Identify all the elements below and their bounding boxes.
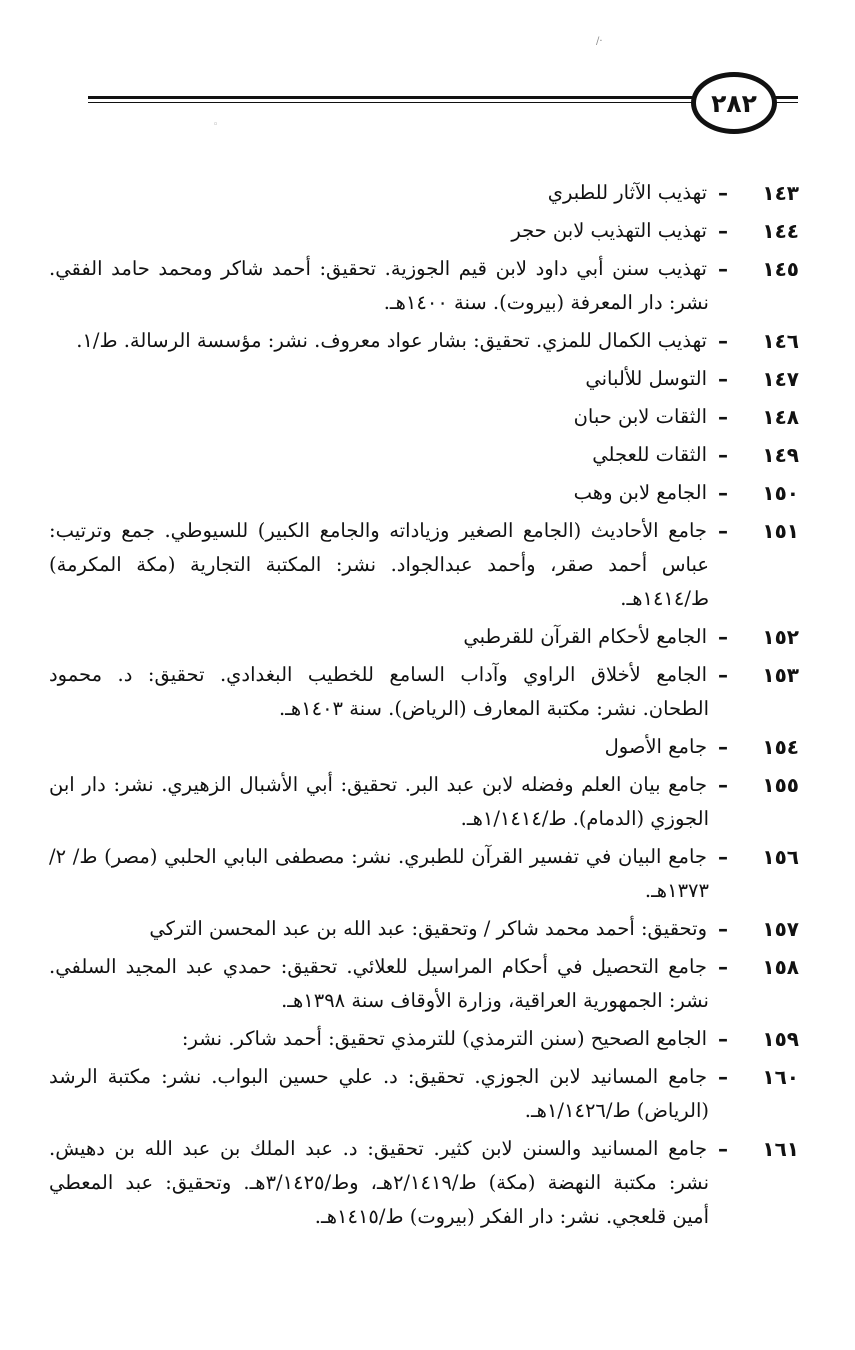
page-number: ٢٨٢ xyxy=(711,88,757,118)
entry-text xyxy=(49,324,707,358)
entry-separator: – xyxy=(718,329,728,353)
entry-separator: – xyxy=(718,181,728,205)
entry-number: ١٥٩ xyxy=(762,1027,799,1051)
entry-text xyxy=(49,362,707,396)
entry-number: ١٥١ xyxy=(762,519,799,543)
entry-line: (الرياض) ط/١/١٤٢٦هـ. xyxy=(524,1099,709,1122)
entry-number: ١٦٠ xyxy=(762,1065,799,1089)
entry-line: الجامع الصحيح (سنن الترمذي) للترمذي تحقيق: أحمد شاكر. نشر: xyxy=(181,1027,707,1050)
entry-line: الجامع لأحكام القرآن للقرطبي xyxy=(463,625,707,648)
entry-number: ١٤٥ xyxy=(762,257,799,281)
entry-line: تهذيب الآثار للطبري xyxy=(547,181,707,204)
entry-separator: – xyxy=(718,1027,728,1051)
bibliography-entry xyxy=(49,1060,799,1128)
entry-line: جامع المسانيد لابن الجوزي. تحقيق: د. علي حسين البواب. نشر: مكتبة الرشد xyxy=(49,1065,707,1088)
entry-number: ١٥٤ xyxy=(762,735,799,759)
small-mark: ◦ xyxy=(213,120,219,130)
entry-number: ١٥٥ xyxy=(762,773,799,797)
entry-line: الجامع لأخلاق الراوي وآداب السامع للخطيب البغدادي. تحقيق: د. محمود xyxy=(49,663,707,686)
entry-number: ١٥٧ xyxy=(762,917,799,941)
entry-text xyxy=(49,658,707,726)
entry-text xyxy=(49,1132,707,1234)
entry-number: ١٥٠ xyxy=(762,481,799,505)
entry-number: ١٥٣ xyxy=(762,663,799,687)
entry-line: جامع بيان العلم وفضله لابن عبد البر. تحقيق: أبي الأشبال الزهيري. نشر: دار ابن xyxy=(49,773,707,796)
entry-number: ١٤٩ xyxy=(762,443,799,467)
bibliography-entry xyxy=(49,214,799,248)
entry-text xyxy=(49,730,707,764)
entry-text xyxy=(49,214,707,248)
entry-number: ١٥٦ xyxy=(762,845,799,869)
entry-line: تهذيب التهذيب لابن حجر xyxy=(511,219,707,242)
entry-line: تهذيب سنن أبي داود لابن قيم الجوزية. تحقيق: أحمد شاكر ومحمد حامد الفقي. xyxy=(49,257,707,280)
entry-separator: – xyxy=(718,955,728,979)
page-number-badge xyxy=(691,72,777,134)
entry-separator: – xyxy=(718,443,728,467)
entry-number: ١٥٢ xyxy=(762,625,799,649)
entry-line: تهذيب الكمال للمزي. تحقيق: بشار عواد معروف. نشر: مؤسسة الرسالة. ط/١. xyxy=(76,329,707,352)
entry-number: ١٤٨ xyxy=(762,405,799,429)
entry-separator: – xyxy=(718,735,728,759)
bibliography-entry xyxy=(49,730,799,764)
entry-separator: – xyxy=(718,1065,728,1089)
bibliography-entry xyxy=(49,324,799,358)
entry-separator: – xyxy=(718,481,728,505)
entry-number: ١٥٨ xyxy=(762,955,799,979)
bibliography-entry xyxy=(49,1022,799,1056)
entry-line: جامع الأحاديث (الجامع الصغير وزياداته والجامع الكبير) للسيوطي. جمع وترتيب: xyxy=(49,519,707,542)
entry-separator: – xyxy=(718,845,728,869)
bibliography-entry xyxy=(49,768,799,836)
entry-text xyxy=(49,950,707,1018)
entry-line: الجوزي (الدمام). ط/١/١٤١٤هـ. xyxy=(460,807,709,830)
bibliography-entry xyxy=(49,658,799,726)
entry-text xyxy=(49,620,707,654)
bibliography-entry xyxy=(49,438,799,472)
bibliography-entry xyxy=(49,620,799,654)
entry-separator: – xyxy=(718,773,728,797)
entry-text xyxy=(49,768,707,836)
entry-line: ط/١٤١٤هـ. xyxy=(620,587,709,610)
entry-separator: – xyxy=(718,257,728,281)
bibliography-entry xyxy=(49,476,799,510)
entry-text xyxy=(49,176,707,210)
entry-line: جامع البيان في تفسير القرآن للطبري. نشر: مصطفى البابي الحلبي (مصر) ط/ ٢/ xyxy=(49,845,707,868)
entry-line: الجامع لابن وهب xyxy=(573,481,707,504)
entry-separator: – xyxy=(718,367,728,391)
entry-separator: – xyxy=(718,625,728,649)
bibliography-entry xyxy=(49,176,799,210)
entry-text xyxy=(49,1022,707,1056)
entry-separator: – xyxy=(718,917,728,941)
bibliography-entry xyxy=(49,912,799,946)
bibliography-entry xyxy=(49,400,799,434)
entry-line: التوسل للألباني xyxy=(585,367,707,390)
entry-line: وتحقيق: أحمد محمد شاكر / وتحقيق: عبد الله بن عبد المحسن التركي xyxy=(149,917,707,940)
entry-number: ١٤٣ xyxy=(762,181,799,205)
bibliography-entry xyxy=(49,362,799,396)
entry-number: ١٤٧ xyxy=(762,367,799,391)
entry-separator: – xyxy=(718,663,728,687)
bibliography-entry xyxy=(49,1132,799,1234)
entry-line: جامع التحصيل في أحكام المراسيل للعلائي. تحقيق: حمدي عبد المجيد السلفي. xyxy=(49,955,707,978)
bibliography-entry xyxy=(49,514,799,616)
entry-separator: – xyxy=(718,405,728,429)
entry-text xyxy=(49,912,707,946)
entry-line: نشر: مكتبة النهضة (مكة) ط/٢/١٤١٩هـ، وط/٣/١٤٢٥هـ. وتحقيق: عبد المعطي xyxy=(49,1171,709,1194)
entry-line: الثقات للعجلي xyxy=(592,443,707,466)
entry-text xyxy=(49,438,707,472)
entry-separator: – xyxy=(718,1137,728,1161)
entry-text xyxy=(49,840,707,908)
entry-line: الطحان. نشر: مكتبة المعارف (الرياض). سنة ١٤٠٣هـ. xyxy=(278,697,709,720)
bibliography-entry xyxy=(49,252,799,320)
entry-line: نشر: دار المعرفة (بيروت). سنة ١٤٠٠هـ. xyxy=(383,291,709,314)
entry-number: ١٦١ xyxy=(762,1137,799,1161)
bibliography-entry xyxy=(49,840,799,908)
bibliography-entry xyxy=(49,950,799,1018)
top-mark: /· xyxy=(596,36,603,47)
entry-text xyxy=(49,252,707,320)
entry-line: أمين قلعجي. نشر: دار الفكر (بيروت) ط/١٤١٥هـ. xyxy=(314,1205,709,1228)
entry-line: ١٣٧٣هـ. xyxy=(644,879,709,902)
entry-line: جامع الأصول xyxy=(604,735,707,758)
entry-text xyxy=(49,400,707,434)
entry-text xyxy=(49,514,707,616)
entry-line: عباس أحمد صقر، وأحمد عبدالجواد. نشر: المكتبة التجارية (مكة المكرمة) xyxy=(49,553,709,576)
entry-text xyxy=(49,1060,707,1128)
entry-line: نشر: الجمهورية العراقية، وزارة الأوقاف سنة ١٣٩٨هـ. xyxy=(281,989,709,1012)
entry-text xyxy=(49,476,707,510)
entry-line: الثقات لابن حبان xyxy=(573,405,707,428)
entry-separator: – xyxy=(718,519,728,543)
entry-number: ١٤٦ xyxy=(762,329,799,353)
page-header xyxy=(0,0,855,150)
entry-separator: – xyxy=(718,219,728,243)
entry-number: ١٤٤ xyxy=(762,219,799,243)
bibliography-list xyxy=(49,176,799,1238)
entry-line: جامع المسانيد والسنن لابن كثير. تحقيق: د. عبد الملك بن عبد الله بن دهيش. xyxy=(49,1137,707,1160)
